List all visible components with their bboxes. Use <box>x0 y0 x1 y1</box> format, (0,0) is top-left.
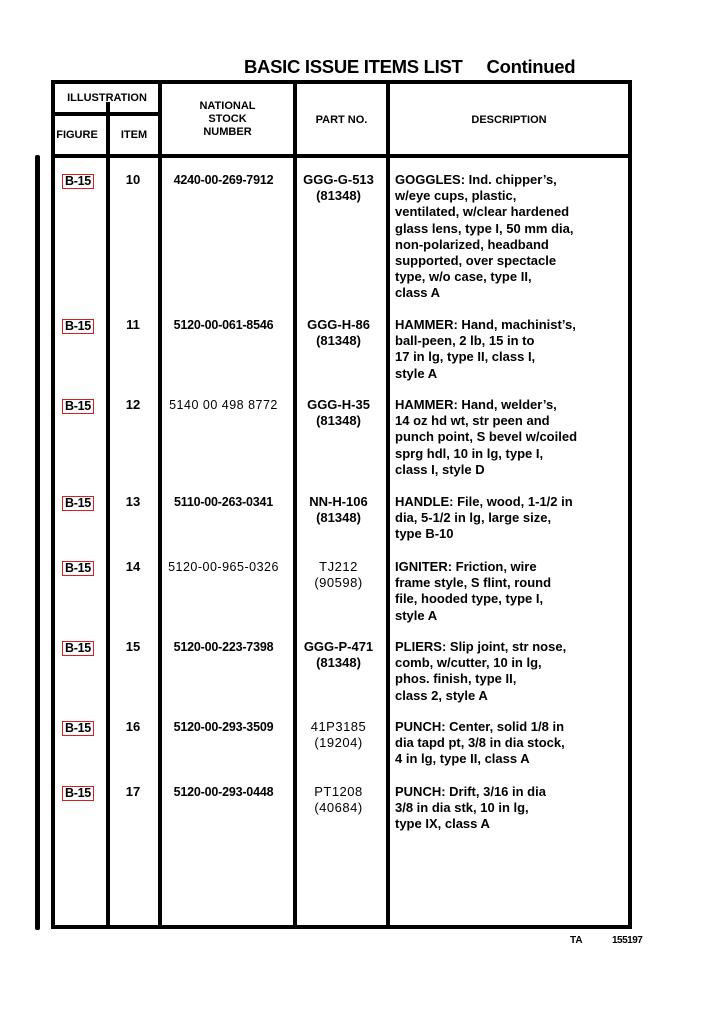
national-stock-number: 5120-00-223-7398 <box>173 640 274 654</box>
figure-link[interactable]: B-15 <box>62 561 94 576</box>
part-number-cell <box>294 559 383 591</box>
ta-label: TA <box>570 935 583 946</box>
item-number: 13 <box>125 494 141 509</box>
cage-code: (19204) <box>314 735 363 750</box>
part-number-cell <box>294 719 383 751</box>
national-stock-number: 5110-00-263-0341 <box>174 495 273 509</box>
item-description: HAMMER: Hand, machinist’s, ball-peen, 2 lb, 15 in to 17 in lg, type II, class I, style A <box>395 317 576 381</box>
national-stock-number: 5120-00-293-0448 <box>173 785 274 799</box>
national-stock-number: 5120-00-965-0326 <box>168 560 279 574</box>
national-stock-number: 5140 00 498 8772 <box>169 398 278 412</box>
item-description: GOGGLES: Ind. chipper’s, w/eye cups, plastic, ventilated, w/clear hardened glass lens, type I, 50 mm dia, non-polarized, headband supported, over spectacle type, w/o case, type II, class A <box>395 172 574 301</box>
ta-number: 155197 <box>612 935 643 946</box>
item-number: 12 <box>125 397 141 412</box>
part-number-cell <box>294 494 383 526</box>
cage-code: (40684) <box>314 800 363 815</box>
part-number: TJ212 <box>319 559 358 574</box>
divider-figure-item <box>106 102 110 925</box>
figure-link[interactable]: B-15 <box>62 399 94 414</box>
item-description: PUNCH: Center, solid 1/8 in dia tapd pt, 3/8 in dia stock, 4 in lg, type II, class A <box>395 719 565 767</box>
national-stock-number: 5120-00-293-3509 <box>173 720 274 734</box>
figure-link[interactable]: B-15 <box>62 641 94 656</box>
header-bottom-line <box>55 154 628 158</box>
figure-link[interactable]: B-15 <box>62 496 94 511</box>
header-part-no: PART NO. <box>315 114 368 126</box>
header-figure: FIGURE <box>56 129 98 141</box>
item-description: HAMMER: Hand, welder’s, 14 oz hd wt, str peen and punch point, S bevel w/coiled sprg hdl, 10 in lg, type I, class I, style D <box>395 397 578 477</box>
header-illustration: ILLUSTRATION <box>67 92 147 104</box>
item-number: 17 <box>125 784 141 799</box>
divider-illustration <box>55 112 162 116</box>
part-number-cell <box>294 317 383 349</box>
header-nsn-line3: NUMBER <box>203 126 252 138</box>
part-number: PT1208 <box>314 784 363 799</box>
part-number: GGG-G-513 <box>303 172 374 187</box>
cage-code: (90598) <box>314 575 363 590</box>
header-item: ITEM <box>120 129 148 141</box>
header-nsn-line1: NATIONAL <box>199 100 256 112</box>
item-number: 16 <box>125 719 141 734</box>
part-number: 41P3185 <box>310 719 367 734</box>
item-number: 14 <box>125 559 141 574</box>
header-description: DESCRIPTION <box>471 114 547 126</box>
figure-link[interactable]: B-15 <box>62 721 94 736</box>
cage-code: (81348) <box>316 333 361 348</box>
continued-label: Continued <box>486 56 576 77</box>
figure-link[interactable]: B-15 <box>62 174 94 189</box>
part-number-cell <box>294 397 383 429</box>
figure-link[interactable]: B-15 <box>62 319 94 334</box>
header-nsn <box>162 100 293 139</box>
divider-part-desc <box>386 84 390 925</box>
cage-code: (81348) <box>316 188 361 203</box>
item-number: 15 <box>125 639 141 654</box>
cage-code: (81348) <box>316 510 361 525</box>
part-number: GGG-P-471 <box>303 639 374 654</box>
title-text: BASIC ISSUE ITEMS LIST <box>244 56 463 77</box>
page-title <box>244 56 575 78</box>
national-stock-number: 4240-00-269-7912 <box>173 173 274 187</box>
cage-code: (81348) <box>316 655 361 670</box>
part-number: GGG-H-35 <box>307 397 370 412</box>
national-stock-number: 5120-00-061-8546 <box>173 318 274 332</box>
part-number-cell <box>294 639 383 671</box>
item-description: IGNITER: Friction, wire frame style, S flint, round file, hooded type, type I, style A <box>395 559 552 623</box>
cage-code: (81348) <box>316 413 361 428</box>
part-number: GGG-H-86 <box>307 317 370 332</box>
part-number-cell <box>294 784 383 816</box>
item-number: 11 <box>126 317 140 332</box>
change-bar <box>35 155 40 930</box>
part-number-cell <box>294 172 383 204</box>
header-nsn-line2: STOCK <box>208 113 247 125</box>
figure-link[interactable]: B-15 <box>62 786 94 801</box>
item-description: HANDLE: File, wood, 1-1/2 in dia, 5-1/2 in lg, large size, type B-10 <box>395 494 573 542</box>
item-description: PUNCH: Drift, 3/16 in dia 3/8 in dia stk, 10 in lg, type IX, class A <box>395 784 546 832</box>
item-number: 10 <box>125 172 141 187</box>
part-number: NN-H-106 <box>309 494 368 509</box>
item-description: PLIERS: Slip joint, str nose, comb, w/cutter, 10 in lg, phos. finish, type II, class 2, style A <box>395 639 567 703</box>
